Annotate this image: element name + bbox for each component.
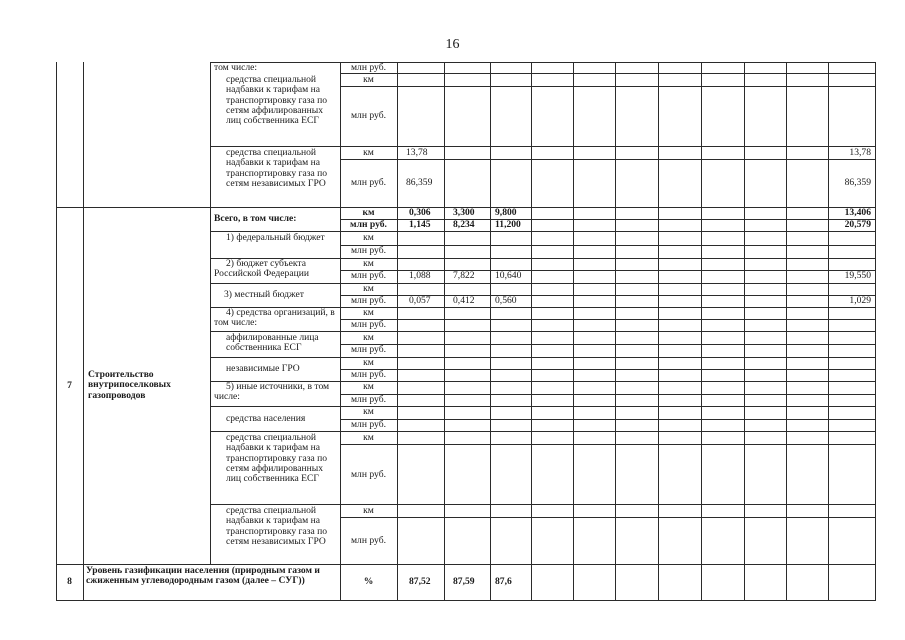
label-tom-chisle: том числе: [214, 62, 258, 73]
label-other: 5) иные источники, в том числе: [214, 381, 330, 403]
unit-cell: км [363, 432, 374, 443]
value-cell: 0,560 [495, 295, 517, 306]
table-line [210, 62, 211, 564]
table-line [658, 62, 659, 600]
table-line [828, 62, 829, 600]
unit-cell: млн руб. [350, 469, 386, 480]
value-cell: 13,78 [406, 147, 428, 158]
value-cell: 20,579 [844, 219, 871, 230]
table-line [340, 394, 876, 395]
unit-cell: км [363, 332, 374, 343]
unit-cell: млн руб. [350, 110, 386, 121]
value-cell: 87,59 [453, 576, 475, 587]
table-line [573, 62, 574, 600]
value-cell: 1,088 [409, 270, 431, 281]
table-line [701, 62, 702, 600]
value-cell: 10,640 [495, 270, 522, 281]
unit-cell: млн руб. [350, 62, 386, 73]
table-line [786, 62, 787, 600]
table-line [210, 357, 876, 358]
table-line [744, 62, 745, 600]
table-line [340, 344, 876, 345]
table-line [83, 62, 84, 600]
table-line [340, 517, 876, 518]
unit-cell: км [363, 232, 374, 243]
unit-cell: км [363, 505, 374, 516]
unit-cell: млн руб. [350, 245, 386, 256]
unit-cell: млн руб. [350, 344, 386, 355]
section-title: Строительство внутрипоселковых газопроводов [88, 369, 171, 401]
label-special-affil: средства специальной надбавки к тарифам на транспортировку газа по сетям аффилированных лиц собственника ЕСГ [226, 432, 328, 485]
label-population-funds: средства населения [226, 413, 306, 424]
table-line [340, 319, 876, 320]
table-line [340, 86, 876, 87]
unit-cell: км [363, 283, 374, 294]
table-line [340, 444, 876, 445]
value-cell: 0,412 [453, 295, 475, 306]
row-number-8: 8 [67, 576, 72, 587]
value-cell: 13,78 [849, 147, 871, 158]
unit-cell: км [363, 381, 374, 392]
label-total: Всего, в том числе: [214, 213, 297, 224]
table-line [444, 62, 445, 600]
value-cell: 11,200 [495, 219, 521, 230]
value-cell: 7,822 [453, 270, 475, 281]
unit-cell: млн руб. [350, 219, 387, 230]
row-number-7: 7 [67, 380, 72, 391]
label-subject-budget: 2) бюджет субъекта Российской Федерации [214, 258, 309, 280]
value-cell: 86,359 [844, 177, 871, 188]
unit-cell: млн руб. [350, 177, 386, 188]
unit-cell: км [363, 357, 374, 368]
label-local: 3) местный бюджет [224, 289, 304, 300]
table-line [56, 600, 876, 601]
unit-cell: млн руб. [350, 270, 386, 281]
unit-cell: млн руб. [350, 295, 386, 306]
label-indep-short: независимые ГРО [226, 363, 300, 374]
value-cell: 1,145 [409, 219, 431, 230]
value-cell: 1,029 [849, 295, 871, 306]
unit-cell: км [363, 406, 374, 417]
unit-cell: км [363, 307, 374, 318]
row8-label: Уровень газификации населения (природным газом и сжиженным углеводородным газом (далее – СУГ)) [86, 565, 320, 587]
label-special-indep: средства специальной надбавки к тарифам на транспортировку газа по сетям независимых ГРО [226, 505, 328, 547]
unit-cell: млн руб. [350, 394, 386, 405]
page-number: 16 [445, 37, 460, 52]
unit-cell: млн руб. [350, 319, 386, 330]
value-cell: 8,234 [453, 219, 475, 230]
value-cell: 87,52 [409, 576, 431, 587]
table-line [397, 62, 398, 600]
value-cell: 87,6 [495, 576, 512, 587]
value-cell: 0,306 [409, 207, 431, 218]
unit-cell: млн руб. [350, 535, 386, 546]
table-line [210, 283, 876, 284]
value-cell: 0,057 [409, 295, 431, 306]
table-line [340, 245, 876, 246]
label-affil-short: аффилированные лица собственника ЕСГ [226, 332, 319, 354]
unit-cell: км [363, 74, 374, 85]
value-cell: 3,300 [453, 207, 475, 218]
table-line [340, 73, 876, 74]
table-line [531, 62, 532, 600]
unit-cell: млн руб. [350, 419, 386, 430]
label-federal: 1) федеральный бюджет [226, 232, 325, 243]
unit-cell: % [363, 576, 374, 587]
label-orgs: 4) средства организаций, в том числе: [214, 307, 335, 329]
unit-cell: км [363, 147, 374, 158]
value-cell: 86,359 [406, 177, 433, 188]
value-cell: 9,800 [495, 207, 517, 218]
table-line [490, 62, 491, 600]
table-line [56, 62, 57, 600]
value-cell: 13,406 [844, 207, 871, 218]
table-line [340, 369, 876, 370]
unit-cell: млн руб. [350, 369, 386, 380]
table-line [875, 62, 876, 600]
table-line [210, 406, 876, 407]
label-special-affil: средства специальной надбавки к тарифам на транспортировку газа по сетям аффилированных лиц собственника ЕСГ [226, 74, 328, 127]
table-line [615, 62, 616, 600]
table-line [340, 419, 876, 420]
table-line [340, 159, 876, 160]
table-line [340, 62, 341, 600]
unit-cell: км [363, 258, 374, 269]
unit-cell: км [362, 207, 375, 218]
value-cell: 19,550 [844, 270, 871, 281]
label-special-indep: средства специальной надбавки к тарифам на транспортировку газа по сетям независимых ГРО [226, 147, 328, 189]
